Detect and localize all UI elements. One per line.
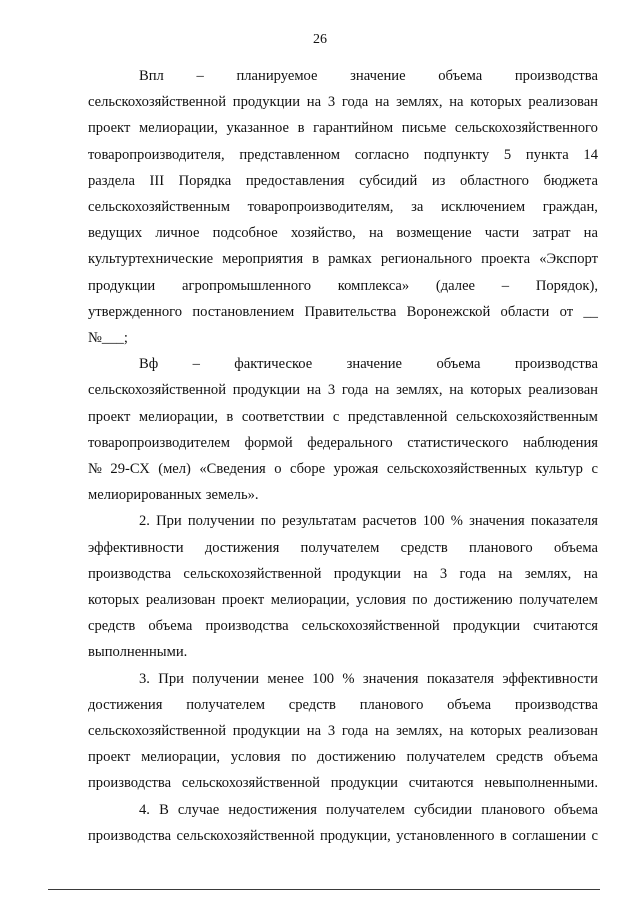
text-line: сельскохозяйственной продукции на 3 года на землях, на которых реализован	[88, 723, 598, 739]
text-line: проект мелиорации, указанное в гарантийном письме сельскохозяйственного	[88, 120, 598, 136]
text-line: достижения получателем средств планового объема производства	[88, 697, 598, 713]
text-line: № 29-СХ (мел) «Сведения о сборе урожая сельскохозяйственных культур с	[88, 461, 598, 477]
text-line: раздела III Порядка предоставления субсидий из областного бюджета	[88, 173, 598, 189]
text-line: проект мелиорации, условия по достижению получателем средств объема	[88, 749, 598, 765]
text-line: утвержденного постановлением Правительства Воронежской области от __	[88, 304, 598, 320]
text-line: проект мелиорации, в соответствии с представленной сельскохозяйственным	[88, 409, 598, 425]
text-line: №___;	[88, 330, 128, 346]
page-number: 26	[313, 32, 327, 47]
text-line: выполненными.	[88, 644, 188, 660]
text-line: сельскохозяйственной продукции на 3 года на землях, на которых реализован	[88, 382, 598, 398]
text-line: 4. В случае недостижения получателем субсидии планового объема	[139, 802, 598, 818]
text-line: средств объема производства сельскохозяйственной продукции считаются	[88, 618, 598, 634]
text-line: сельскохозяйственным товаропроизводителям, за исключением граждан,	[88, 199, 598, 215]
text-line: продукции агропромышленного комплекса» (далее – Порядок),	[88, 278, 598, 294]
text-line: Впл – планируемое значение объема производства	[139, 68, 598, 84]
text-line: ведущих личное подсобное хозяйство, на возмещение части затрат на	[88, 225, 598, 241]
text-line: 3. При получении менее 100 % значения показателя эффективности	[139, 671, 598, 687]
text-line: культуртехнические мероприятия в рамках регионального проекта «Экспорт	[88, 251, 598, 267]
text-line: эффективности достижения получателем средств планового объема	[88, 540, 598, 556]
text-line: производства сельскохозяйственной продукции, установленного в соглашении с	[88, 828, 598, 844]
text-line: сельскохозяйственной продукции на 3 года на землях, на которых реализован	[88, 94, 598, 110]
text-line: мелиорированных земель».	[88, 487, 259, 503]
text-line: производства сельскохозяйственной продукции считаются невыполненными.	[88, 775, 598, 791]
text-line: Вф – фактическое значение объема производства	[139, 356, 598, 372]
text-line: производства сельскохозяйственной продукции на 3 года на землях, на	[88, 566, 598, 582]
text-line: которых реализован проект мелиорации, условия по достижению получателем	[88, 592, 598, 608]
text-line: товаропроизводителем формой федерального статистического наблюдения	[88, 435, 598, 451]
footer-rule	[48, 889, 600, 890]
text-line: 2. При получении по результатам расчетов 100 % значения показателя	[139, 513, 598, 529]
text-line: товаропроизводителя, представленном согласно подпункту 5 пункта 14	[88, 147, 598, 163]
